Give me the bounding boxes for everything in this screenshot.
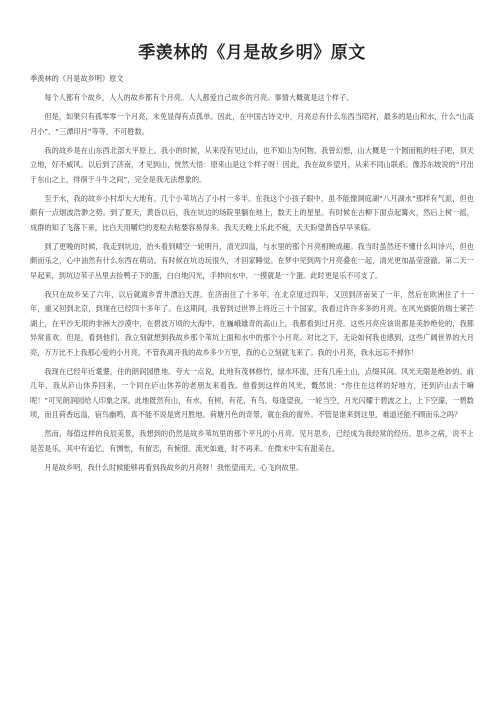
document-subtitle: 季羡林的《月是故乡明》原文 <box>30 74 124 83</box>
paragraph-6: 我只在故乡呆了六年，以后就离乡背井漂泊天涯。在济南住了十多年，在北京度过四年，又回到济南呆了一年，然后在欧洲住了十一年，重又回到北京，到现在已经四十多年了。在这期间，我曾到过世界上将近三十个国家，我看过许许多多的月亮。在风光旖旎的瑞士莱芒湖上，在平沙无垠的非洲大沙漠中，在碧波万顷的大海中，在巍峨雄奇的高山上，我都看到过月亮。这些月亮应该说都是美妙绝伦的，我都异常喜欢。但是，看到他们，我立刻就想到我故乡那个苇坑上面和水中的那个小月亮。对比之下，无论如何我也感到，这些广阔世界的大月亮，万万比不上我那心爱的小月亮。不管我离开我的故乡多少万里，我的心立刻就飞来了。我的小月亮，我永远忘不掉你！ <box>30 289 474 357</box>
paragraph-8: 然而，每值这样的良辰美景，我想到的仍然是故乡苇坑里的那个平凡的小月亮。见月思乡，已经成为我经常的经历。思乡之病，说不上是苦是乐，其中有追忆，有惆怅，有留恋，有惋惜。流光如逝，时不再来。在微末中实有甜美在。 <box>30 429 474 453</box>
paragraph-2: 但是，如果只有孤零零一个月亮，未免显得有点孤单。因此，在中国古诗文中，月亮总有什么东西当陪衬，最多的是山和水，什么“山高月小”、“三潭印月”等等，不可胜数。 <box>30 112 474 136</box>
paragraph-1: 每个人都有个故乡，人人的故乡都有个月亮。人人都爱自己故乡的月亮。事情大概就是这个样子。 <box>44 93 354 102</box>
paragraph-5: 到了更晚的时候，我走到坑边，抬头看到晴空一轮明月，清光四溢，与水里的那个月亮相映成趣。我当时虽然还不懂什么叫诗兴，但也颇而乐之，心中油然有什么东西在萌动。有时候在坑边玩很久，才回家睡觉。在梦中见到两个月亮叠在一起，清光更加晶莹澄澈。第二天一早起来，到坑边苇子丛里去捡鸭子下的蛋，白白地闪光，手伸向水中，一摸就是一个蛋。此时更是乐不可支了。 <box>30 241 474 280</box>
document-title: 季羡林的《月是故乡明》原文 <box>138 43 366 63</box>
paragraph-9: 月是故乡明，我什么时候能够再看到我故乡的月亮呀！我怅望南天，心飞向故里。 <box>44 462 304 472</box>
paragraph-7: 我现在已经年近耄耋，住的朗润园胜地。夸大一点说，此地有茂林修竹，绿水环流，还有几座土山，点缀其间。风光无限是绝妙的。前几年，我从庐山休养回来，一个同在庐山休养的老朋友来看我。他看到这样的风光，慨然说：“你住在这样的好地方，还到庐山去干嘛呢！”可见朗润园给人印象之深。此地既然有山，有水，有树，有花，有鸟，每逢望夜，一轮当空，月光闪耀于碧波之上，上下空濛，一碧数顷，而且荷香远溢，宿鸟幽鸣，真不能不说是赏月胜地。荷塘月色的奇景，就在我的窗外。不管是谁来到这里，难道还能不顾而乐之吗？ <box>30 366 474 419</box>
paragraph-4: 至于水，我的故乡小村却大大地有。几个小苇坑占了小村一多半。在我这个小孩子眼中，虽不能像洞庭湖“八月湖水”那样有气派，但也颇有一点烟波浩渺之势。到了夏天，黄昏以后，我在坑边的场院里躺在地上，数天上的星星。有时候在古柳下面点起篝火，然后上树一摇，成群的知了飞落下来，比白天用嚼烂的麦粒去粘要容易得多。我天天晚上乐此不疲，天天盼望黄昏早早来临。 <box>30 193 474 232</box>
paragraph-3: 我的故乡是在山东西北部大平原上。我小的时候，从来没有见过山，也不知山为何物。我曾幻想，山大概是一个圆而粗的柱子吧，顶天立地，好不威风。以后到了济南，才见到山，恍然大悟：原来山是这个样子呀！因此，我在故乡望月，从来不同山联系。像苏东坡说的“月出于东山之上，徘徊于斗牛之间”，完全是我无法想象的。 <box>30 145 474 184</box>
